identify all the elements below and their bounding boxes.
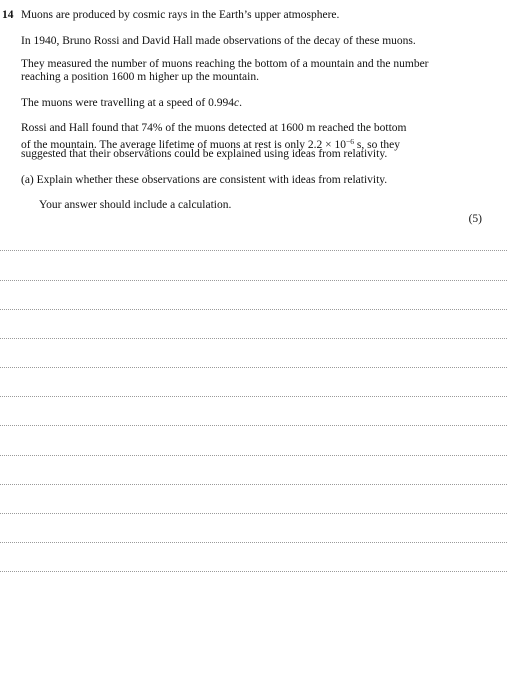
- marks-available: (5): [468, 213, 482, 225]
- calculation-instruction: Your answer should include a calculation.: [39, 199, 232, 211]
- speed-text: The muons were travelling at a speed of 0.994: [21, 97, 235, 109]
- answer-line[interactable]: [0, 367, 507, 368]
- paragraph-1: In 1940, Bruno Rossi and David Hall made observations of the decay of these muons.: [21, 35, 416, 47]
- part-a-prompt: (a) Explain whether these observations are consistent with ideas from relativity.: [21, 174, 388, 186]
- question-number: 14: [2, 9, 14, 21]
- paragraph-4-line-3: suggested that their observations could be explained using ideas from relativity.: [21, 148, 388, 160]
- answer-line[interactable]: [0, 250, 507, 251]
- question-intro: Muons are produced by cosmic rays in the Earth’s upper atmosphere.: [21, 9, 340, 21]
- answer-line[interactable]: [0, 338, 507, 339]
- paragraph-4-line-1: Rossi and Hall found that 74% of the muons detected at 1600 m reached the bottom: [21, 122, 407, 134]
- paragraph-3: [21, 97, 242, 110]
- paragraph-2-line-2: reaching a position 1600 m higher up the mountain.: [21, 71, 259, 83]
- speed-period: .: [239, 97, 242, 109]
- answer-line[interactable]: [0, 455, 507, 456]
- lifetime-text: of the mountain. The average lifetime of muons at rest is only 2.2 × 10: [21, 139, 347, 151]
- answer-line[interactable]: [0, 542, 507, 543]
- answer-line[interactable]: [0, 425, 507, 426]
- lifetime-exponent: −6: [346, 137, 354, 146]
- paragraph-2-line-1: They measured the number of muons reaching the bottom of a mountain and the number: [21, 58, 429, 70]
- answer-line[interactable]: [0, 309, 507, 310]
- answer-line[interactable]: [0, 513, 507, 514]
- answer-line[interactable]: [0, 280, 507, 281]
- answer-line[interactable]: [0, 484, 507, 485]
- speed-of-light-symbol: c: [234, 97, 240, 109]
- answer-line[interactable]: [0, 396, 507, 397]
- answer-line[interactable]: [0, 571, 507, 572]
- lifetime-text-end: s, so they: [354, 139, 400, 151]
